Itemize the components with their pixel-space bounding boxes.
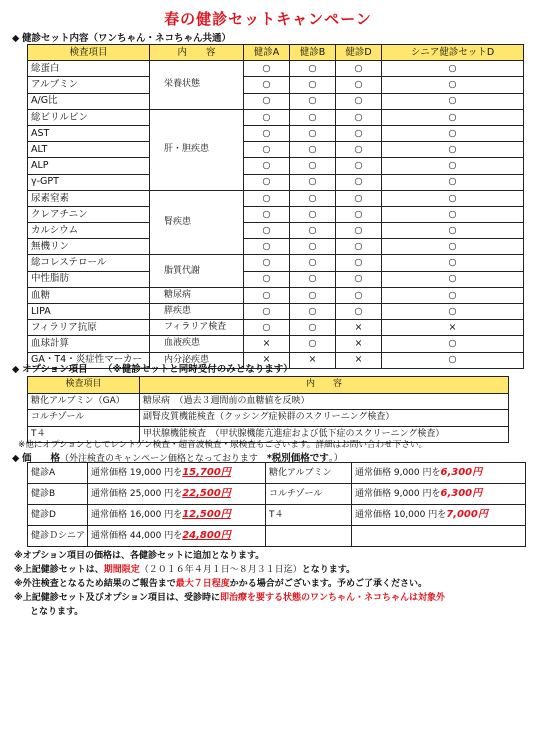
mark-s: ○ (382, 287, 524, 303)
mark-s: ○ (382, 255, 524, 271)
mark-a: ○ (244, 109, 290, 125)
mark-s: ○ (382, 142, 524, 158)
category-label: 栄養状態 (150, 61, 244, 110)
header-item: 検査項目 (28, 377, 140, 394)
item-name: γ-GPT (28, 174, 150, 190)
table-row (28, 190, 524, 206)
note-excluded-end: となります。 (30, 607, 84, 617)
mark-s: ○ (382, 174, 524, 190)
mark-a: ○ (244, 77, 290, 93)
item-name: 無機リン (28, 239, 150, 255)
table-row (28, 125, 524, 141)
table-row (28, 526, 526, 547)
mark-a: ○ (244, 142, 290, 158)
mark-d: ○ (336, 255, 382, 271)
option-items-table (27, 376, 509, 443)
option-name: 糖化アルブミン (266, 463, 352, 484)
option-description: 甲状腺機能検査 （甲状腺機能亢進症および低下症のスクリーニング検査） (140, 426, 509, 443)
section-sublabel-close: 。） (328, 453, 344, 464)
mark-d: ○ (336, 125, 382, 141)
page-title: 春の健診セットキャンペーン (164, 10, 372, 28)
mark-d: ○ (336, 142, 382, 158)
mark-b: ○ (290, 206, 336, 222)
mark-d: ○ (336, 109, 382, 125)
category-label: 血液疾患 (150, 336, 244, 352)
mark-a: ○ (244, 271, 290, 287)
mark-s: ○ (382, 158, 524, 174)
item-name: クレアチニン (28, 206, 150, 222)
set-price (88, 505, 266, 526)
option-price (352, 526, 526, 547)
table-row (28, 463, 526, 484)
mark-s: ○ (382, 190, 524, 206)
table-row (28, 287, 524, 303)
table-row (28, 206, 524, 222)
header-checkup-d: 健診D (336, 45, 382, 61)
mark-d: ○ (336, 206, 382, 222)
mark-b: ○ (290, 255, 336, 271)
category-label: 膵疾患 (150, 304, 244, 320)
table-row (28, 142, 524, 158)
mark-s: ○ (382, 352, 524, 368)
mark-b: ○ (290, 336, 336, 352)
diamond-bullet-icon: ◆ (12, 33, 20, 44)
mark-a: ○ (244, 206, 290, 222)
table-row (28, 109, 524, 125)
note-excluded: ※上記健診セット及びオプション項目は、受診時に即治療を要する状態のワンちゃん・ネコちゃんは対象外 (14, 593, 445, 603)
item-name: 血球計算 (28, 336, 150, 352)
section-label: 健診セット内容（ワンちゃん・ネコちゃん共通） (22, 33, 232, 44)
table-row (28, 484, 526, 505)
item-name: 血糖 (28, 287, 150, 303)
mark-a: ○ (244, 239, 290, 255)
table-row (28, 304, 524, 320)
table-row (28, 239, 524, 255)
other-options-note: ※他にオプションとしてレントゲン検査・超音波検査・尿検査もございます。詳細はお問い合わせ下さい。 (18, 440, 428, 450)
regular-price: 通常価格 25,000 円を (91, 489, 183, 499)
header-checkup-b: 健診B (290, 45, 336, 61)
mark-s: ○ (382, 125, 524, 141)
mark-s: ○ (382, 239, 524, 255)
mark-a: ○ (244, 287, 290, 303)
category-label: フィラリア検査 (150, 320, 244, 336)
section-label: オプション項目 (22, 364, 88, 375)
header-item: 検査項目 (28, 45, 150, 61)
set-price (88, 526, 266, 547)
item-name: カルシウム (28, 223, 150, 239)
mark-d: × (336, 352, 382, 368)
mark-s: ○ (382, 206, 524, 222)
option-description: 糖尿病 （過去３週間前の血糖値を反映） (140, 393, 509, 410)
mark-s: ○ (382, 223, 524, 239)
option-price (352, 463, 526, 484)
item-name: ALT (28, 142, 150, 158)
mark-b: ○ (290, 93, 336, 109)
header-checkup-a: 健診A (244, 45, 290, 61)
regular-price: 通常価格 16,000 円を (91, 510, 183, 520)
mark-b: ○ (290, 239, 336, 255)
item-name: フィラリア抗原 (28, 320, 150, 336)
mark-a: ○ (244, 93, 290, 109)
table-row (28, 505, 526, 526)
mark-a: × (244, 336, 290, 352)
option-sale-price: 7,000円 (446, 509, 488, 520)
mark-s: ○ (382, 336, 524, 352)
table-row (28, 393, 509, 410)
max-days-label: 最大７日程度 (175, 579, 230, 589)
option-name: 糖化アルブミン（GA） (28, 393, 140, 410)
note-result-time: ※外注検査となるため結果のご報告まで最大７日程度かかる場合がございます。予めご了承ください。 (14, 579, 428, 589)
option-name: コルチゾール (28, 410, 140, 427)
diamond-bullet-icon: ◆ (12, 453, 20, 464)
header-content: 内 容 (140, 377, 509, 394)
mark-d: ○ (336, 190, 382, 206)
sale-price: 22,500円 (182, 488, 231, 499)
mark-a: ○ (244, 304, 290, 320)
mark-d: × (336, 336, 382, 352)
checkup-items-table (27, 44, 524, 369)
price-table (27, 462, 526, 547)
table-row (28, 271, 524, 287)
mark-s: ○ (382, 304, 524, 320)
limited-period-label: 期間限定 (103, 565, 140, 575)
option-price (352, 505, 526, 526)
mark-b: ○ (290, 223, 336, 239)
item-name: GA・T4・炎症性マーカー (28, 352, 150, 368)
mark-d: ○ (336, 93, 382, 109)
set-price (88, 463, 266, 484)
excluded-condition-label: 即治療を要する状態のワンちゃん・ネコちゃんは対象外 (219, 593, 445, 603)
mark-b: ○ (290, 142, 336, 158)
diamond-bullet-icon: ◆ (12, 364, 20, 375)
table-row (28, 174, 524, 190)
item-name: 総コレステロール (28, 255, 150, 271)
item-name: ALP (28, 158, 150, 174)
mark-s: ○ (382, 77, 524, 93)
mark-b: ○ (290, 190, 336, 206)
mark-a: ○ (244, 174, 290, 190)
mark-d: ○ (336, 304, 382, 320)
set-price (88, 484, 266, 505)
category-label: 肝・胆疾患 (150, 109, 244, 190)
set-name: 健診A (28, 463, 88, 484)
mark-b: ○ (290, 174, 336, 190)
table-row (28, 93, 524, 109)
mark-d: ○ (336, 158, 382, 174)
section-sublabel: （※健診セットと同時受付のみとなります） (102, 364, 293, 375)
category-label: 脂質代謝 (150, 255, 244, 287)
note-limited-period: ※上記健診セットは、期間限定（２０１６年４月１日～８月３１日迄）となります。 (14, 565, 356, 575)
mark-d: ○ (336, 239, 382, 255)
mark-b: ○ (290, 125, 336, 141)
mark-b: ○ (290, 304, 336, 320)
table-row (28, 223, 524, 239)
section-label: 価 格 (22, 453, 61, 464)
item-name: アルブミン (28, 77, 150, 93)
item-name: 尿素窒素 (28, 190, 150, 206)
header-senior-d: シニア健診セットD (382, 45, 524, 61)
mark-s: × (382, 320, 524, 336)
mark-d: ○ (336, 287, 382, 303)
option-name (266, 526, 352, 547)
mark-a: × (244, 352, 290, 368)
item-name: A/G比 (28, 93, 150, 109)
option-price (352, 484, 526, 505)
tax-note: *税別価格です (266, 453, 329, 464)
mark-b: ○ (290, 109, 336, 125)
set-name: 健診D (28, 505, 88, 526)
regular-price: 通常価格 19,000 円を (91, 468, 183, 478)
table-row (28, 336, 524, 352)
table-row (28, 158, 524, 174)
option-name: T４ (28, 426, 140, 443)
section-checkup-contents (12, 30, 231, 44)
category-label: 腎疾患 (150, 190, 244, 255)
sale-price: 12,500円 (182, 509, 231, 520)
item-name: AST (28, 125, 150, 141)
item-name: LIPA (28, 304, 150, 320)
mark-d: ○ (336, 174, 382, 190)
section-options (12, 361, 293, 375)
mark-d: ○ (336, 61, 382, 77)
set-name: 健診B (28, 484, 88, 505)
category-label: 糖尿病 (150, 287, 244, 303)
mark-s: ○ (382, 61, 524, 77)
mark-b: ○ (290, 77, 336, 93)
mark-a: ○ (244, 61, 290, 77)
mark-a: ○ (244, 223, 290, 239)
mark-a: ○ (244, 255, 290, 271)
sale-price: 15,700円 (182, 467, 231, 478)
table-row (28, 61, 524, 77)
mark-s: ○ (382, 109, 524, 125)
mark-a: ○ (244, 320, 290, 336)
category-label: 内分泌疾患 (150, 352, 244, 368)
table-header-row (28, 45, 524, 61)
mark-b: × (290, 352, 336, 368)
mark-b: ○ (290, 320, 336, 336)
table-row (28, 410, 509, 427)
mark-b: ○ (290, 61, 336, 77)
sale-price: 24,800円 (182, 530, 231, 541)
mark-b: ○ (290, 158, 336, 174)
mark-d: × (336, 320, 382, 336)
item-name: 総ビリルビン (28, 109, 150, 125)
option-regular-price: 通常価格 10,000 円を (355, 510, 447, 520)
note-option-price: ※オプション項目の価格は、各健診セットに追加となります。 (14, 551, 265, 561)
option-regular-price: 通常価格 9,000 円を (355, 468, 441, 478)
table-row (28, 77, 524, 93)
mark-b: ○ (290, 287, 336, 303)
mark-a: ○ (244, 158, 290, 174)
mark-a: ○ (244, 190, 290, 206)
mark-d: ○ (336, 271, 382, 287)
table-row (28, 255, 524, 271)
set-name: 健診Ｄシニア (28, 526, 88, 547)
option-sale-price: 6,300円 (440, 467, 483, 478)
mark-s: ○ (382, 93, 524, 109)
option-name: T４ (266, 505, 352, 526)
item-name: 総蛋白 (28, 61, 150, 77)
option-name: コルチゾール (266, 484, 352, 505)
regular-price: 通常価格 44,000 円を (91, 531, 183, 541)
option-description: 副腎皮質機能検査（クッシング症候群のスクリーニング検査） (140, 410, 509, 427)
mark-s: ○ (382, 271, 524, 287)
header-content: 内 容 (150, 45, 244, 61)
table-row (28, 320, 524, 336)
option-sale-price: 6,300円 (440, 488, 483, 499)
option-regular-price: 通常価格 9,000 円を (355, 489, 441, 499)
mark-b: ○ (290, 271, 336, 287)
mark-d: ○ (336, 223, 382, 239)
mark-a: ○ (244, 125, 290, 141)
table-header-row (28, 377, 509, 394)
section-sublabel: （外注検査のキャンペーン価格となっております (60, 454, 267, 464)
item-name: 中性脂肪 (28, 271, 150, 287)
mark-d: ○ (336, 77, 382, 93)
